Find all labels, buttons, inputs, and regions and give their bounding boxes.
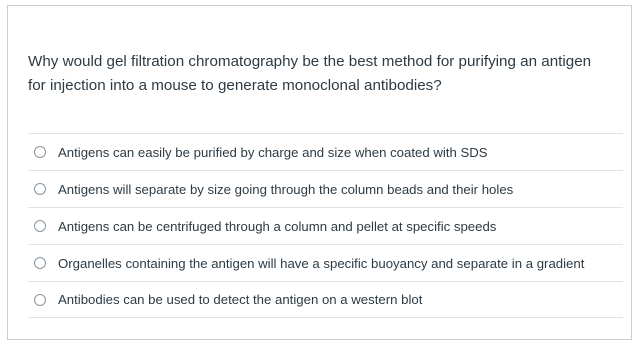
answer-label: Organelles containing the antigen will have a specific buoyancy and separate in a gradient (58, 255, 585, 271)
question-card (7, 5, 632, 340)
radio-button[interactable] (34, 257, 46, 269)
radio-button[interactable] (34, 220, 46, 232)
answer-label: Antigens can easily be purified by charge and size when coated with SDS (58, 144, 488, 160)
question-text: Why would gel filtration chromatography be the best method for purifying an antigen for injection into a mouse to generate monoclonal antibodies? (28, 53, 592, 94)
radio-button[interactable] (34, 146, 46, 158)
answer-option-4[interactable] (28, 244, 623, 281)
answer-label: Antibodies can be used to detect the antigen on a western blot (58, 292, 423, 307)
answer-list (28, 133, 623, 318)
answer-option-5[interactable] (28, 281, 623, 318)
answer-option-2[interactable] (28, 170, 623, 207)
answer-option-1[interactable] (28, 133, 623, 170)
radio-button[interactable] (34, 294, 46, 306)
answer-label: Antigens can be centrifuged through a column and pellet at specific speeds (58, 218, 497, 234)
answer-label: Antigens will separate by size going through the column beads and their holes (58, 181, 514, 197)
answer-option-3[interactable] (28, 207, 623, 244)
radio-button[interactable] (34, 183, 46, 195)
